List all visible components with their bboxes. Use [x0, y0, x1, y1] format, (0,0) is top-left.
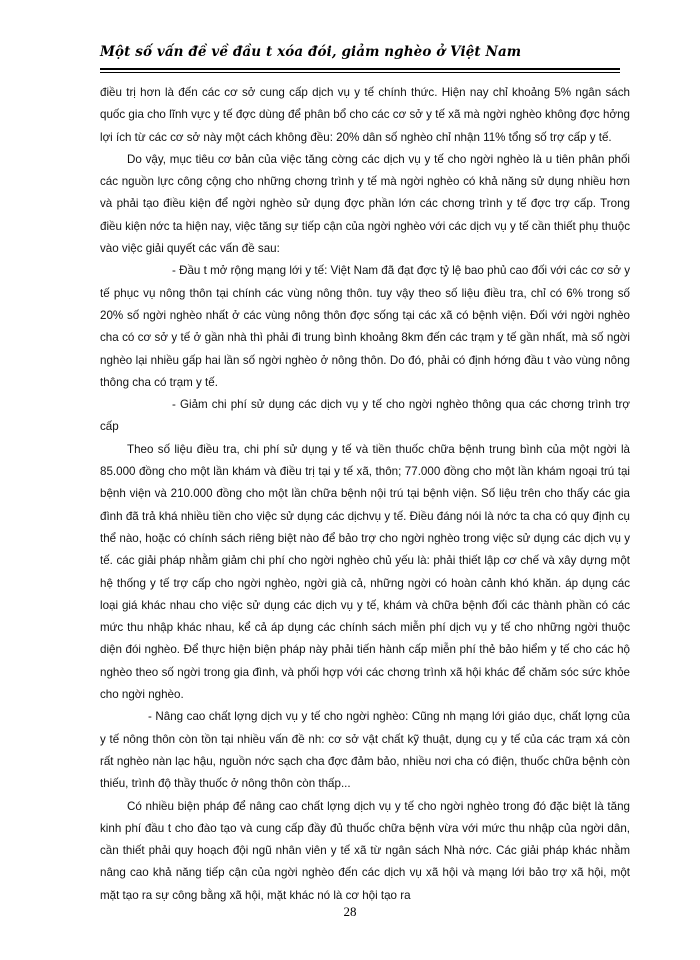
- body-text: [100, 82, 630, 907]
- header-rule-thin: [100, 72, 620, 73]
- paragraph-continued: điều trị hơn là đến các cơ sở cung cấp dịch vụ y tế chính thức. Hiện nay chỉ khoảng 5% ngân sách quốc gia cho lĩnh vực y tế đợc dùng để phân bổ cho các cơ sở y tế xã mà ngời nghèo không đợc hởng lợi ích từ các cơ sở này một cách không đều: 20% dân số nghèo chỉ nhận 11% tổng số trợ cấp y tế.: [100, 86, 630, 144]
- bullet-quality: - Nâng cao chất lợng dịch vụ y tế cho ngời nghèo: Cũng nh mạng lới giáo dục, chất lợng của y tế nông thôn còn tồn tại nhiều vấn đề nh: cơ sở vật chất kỹ thuật, dụng cụ y tế của các trạm xá còn rất nghèo nàn lạc hậu, nguồn nớc sạch cha đợc đảm bảo, nhiều nơi cha có điện, thuốc chữa bệnh còn thiếu, trình độ thầy thuốc ở nông thôn còn thấp...: [100, 710, 630, 791]
- paragraph-objectives: Do vậy, mục tiêu cơ bản của việc tăng cờng các dịch vụ y tế cho ngời nghèo là u tiên phân phối các nguồn lực công cộng cho những chơng trình y tế mà ngời nghèo có khả năng sử dụng nhiều hơn và phải tạo điều kiện để ngời nghèo sử dụng đợc phần lớn các chơng trình y tế đợc trợ cấp. Trong điều kiện nớc ta hiện nay, việc tăng sự tiếp cận của ngời nghèo với các dịch vụ y tế cần thiết phụ thuộc vào việc giải quyết các vấn đề sau:: [100, 152, 630, 256]
- bullet-reduce-costs: - Giảm chi phí sử dụng các dịch vụ y tế cho ngời nghèo thông qua các chơng trình trợ cấp: [100, 398, 630, 434]
- paragraph-measures: Có nhiều biện pháp để nâng cao chất lợng dịch vụ y tế cho ngời nghèo trong đó đặc biệt là tăng kinh phí đầu t cho đào tạo và cung cấp đầy đủ thuốc chữa bệnh vừa với mức thu nhập của ngời dân, cần thiết phải quy hoạch đội ngũ nhân viên y tế xã từ ngân sách Nhà nớc. Các giải pháp khác nhằm nâng cao khả năng tiếp cận của ngời nghèo đến các dịch vụ xã hội và mạng lới bảo trợ xã hội, một mặt tạo ra sự công bằng xã hội, mặt khác nó là cơ hội tạo ra: [100, 799, 630, 902]
- page-number: 28: [343, 904, 357, 919]
- header-rule: [100, 68, 620, 70]
- bullet-network-investment: - Đầu t mở rộng mạng lới y tế: Việt Nam đã đạt đợc tỷ lệ bao phủ cao đối với các cơ sở y tế phục vụ nông thôn tại chính các vùng nông thôn. tuy vậy theo số liệu điều tra, chỉ có 6% trong số 20% số ngời nghèo nhất ở các vùng nông thôn đợc sống tại các xã có bệnh viện. Đối với ngời nghèo cha có cơ sở y tế ở gần nhà thì phải đi trung bình khoảng 8km đến các trạm y tế gần nhất, mà số ngời nghèo lại nhiều gấp hai lần số ngời nghèo ở nông thôn. Do đó, phải có định hớng đầu t vào vùng nông thông cha có trạm y tế.: [100, 264, 630, 389]
- running-header: Một số vấn đề về đầu t xóa đói, giảm nghèo ở Việt Nam: [100, 44, 522, 60]
- paragraph-survey-costs: Theo số liệu điều tra, chi phí sử dụng y tế và tiền thuốc chữa bệnh trung bình của một ngời là 85.000 đồng cho một lần khám và điều trị tại y tế xã, thôn; 77.000 đồng cho một lần khám ngoại trú tại bệnh viện và 210.000 đồng cho một lần chữa bệnh nội trú tại bệnh viện. Số liệu trên cho thấy các gia đình đã trả khá nhiều tiền cho việc sử dụng các dịchvụ y tế. Điều đáng nói là nớc ta cha có quy định cụ thể nào, hoặc có chính sách riêng biệt nào để bảo trợ cho ngời nghèo trong việc sử dụng các dịch vụ y tế. các giải pháp nhằm giảm chi phí cho ngời nghèo chủ yếu là: phải thiết lập cơ chế và xây dựng một hệ thống y tế trợ cấp cho ngời nghèo, ngời già cả, những ngời có hoàn cảnh khó khăn. áp dụng các loại giá khác nhau cho việc sử dụng các dịch vụ y tế, khám và chữa bệnh đối các thành phần có các mức thu nhập khác nhau, kể cả áp dụng các chính sách miễn phí dịch vụ y tế cho những ngời thuộc diện đói nghèo. Để thực hiện biện pháp này phải tiến hành cấp miễn phí thẻ bảo hiểm y tế cho các hộ nghèo theo số ngời trong gia đình, và phối hợp với các chơng trình xã hội khác để chăm sóc sức khỏe cho ngời nghèo.: [100, 442, 630, 702]
